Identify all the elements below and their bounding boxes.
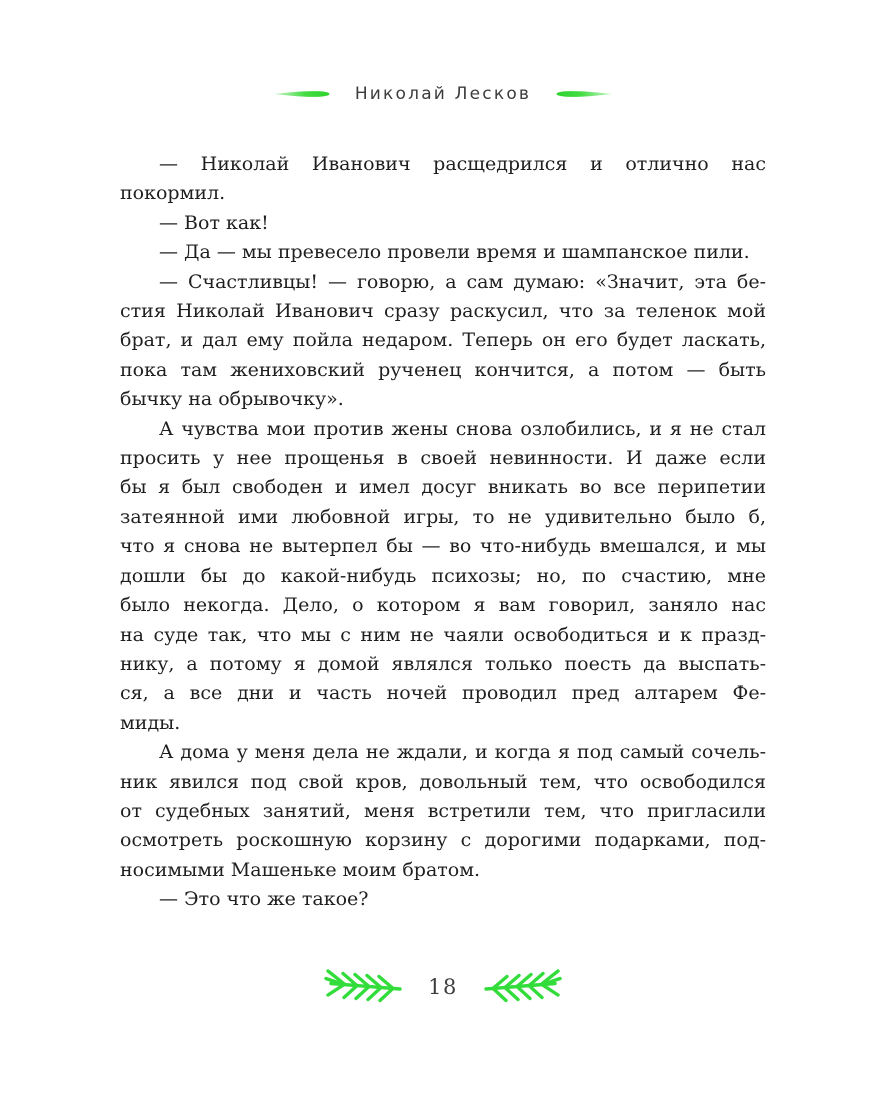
paragraph (120, 268, 766, 415)
text-line: — Да — мы превесело провели время и шампанское пили. (159, 241, 750, 264)
paragraph (120, 150, 766, 209)
dash-ornament-right-icon (555, 88, 613, 100)
text-line: просить у нее прощенья в своей невинности. И даже если (120, 447, 766, 470)
page-text (120, 150, 766, 915)
text-line: было некогда. Дело, о котором я вам говорил, заняло нас (120, 594, 766, 617)
paragraph (120, 238, 766, 267)
text-line: — Николай Иванович расщедрился и отлично нас (159, 153, 766, 175)
text-line: — Вот как! (159, 211, 269, 234)
text-line: от судебных занятий, меня встретили тем, что пригласили (120, 799, 766, 822)
paragraph (120, 885, 766, 914)
text-line: покормил. (120, 182, 226, 205)
text-line: носимыми Машеньке моим братом. (120, 858, 481, 881)
text-line: миды. (120, 711, 181, 734)
text-line: на суде так, что мы с ним не чаяли освободиться и к празд- (120, 623, 766, 646)
text-line: брат, и дал ему пойла недаром. Теперь он его будет ласкать, (120, 329, 766, 352)
paragraph (120, 738, 766, 885)
paragraph (120, 209, 766, 238)
text-line: А чувства мои против жены снова озлобились, и я не стал (159, 417, 766, 440)
text-line: что я снова не вытерпел бы — во что-нибудь вмешался, и мы (120, 535, 766, 558)
text-line: бычку на обрывочку». (120, 388, 344, 411)
text-line: осмотреть роскошную корзину с дорогими подарками, под- (120, 829, 766, 852)
text-line: пока там жениховский рученец кончится, а потом — быть (120, 358, 766, 381)
text-line: стия Николай Иванович сразу раскусил, что за теленок мой (120, 300, 766, 323)
text-line: дошли бы до какой-нибудь психозы; но, по счастию, мне (120, 564, 766, 587)
text-line: нику, а потому я домой являлся только поесть да выспать- (120, 652, 766, 675)
text-line: А дома у меня дела не ждали, и когда я под самый сочель- (159, 741, 766, 764)
author-name: Николай Лесков (354, 84, 532, 104)
text-line: затеянной ими любовной игры, то не удивительно было б, (120, 505, 766, 528)
paragraph (120, 415, 766, 738)
fir-branch-right-icon (484, 968, 562, 1006)
page-footer (0, 968, 886, 1006)
text-line: — Это что же такое? (159, 888, 369, 911)
fir-branch-left-icon (324, 968, 402, 1006)
page-number: 18 (428, 975, 458, 999)
text-line: бы я был свободен и имел досуг вникать во все перипетии (120, 476, 766, 499)
page-header (0, 84, 886, 104)
text-line: ник явился под свой кров, довольный тем, что освободился (120, 770, 766, 793)
dash-ornament-left-icon (273, 88, 331, 100)
text-line: — Счастливцы! — говорю, а сам думаю: «Значит, эта бе- (159, 270, 766, 293)
text-line: ся, а все дни и часть ночей проводил пред алтарем Фе- (120, 682, 766, 705)
